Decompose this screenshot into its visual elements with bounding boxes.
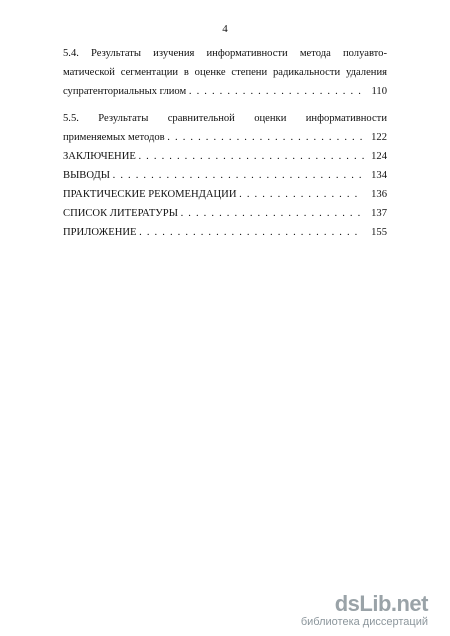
leader-dots: . . . . . . . . . . . . . . . . . . . . . . . . . . . . . [139, 227, 359, 238]
page-number: 4 [222, 23, 228, 35]
toc-entry-appendix[interactable] [63, 223, 387, 242]
toc-entry-recommendations-title: ПРАКТИЧЕСКИЕ РЕКОМЕНДАЦИИ [63, 189, 237, 200]
toc-entry-5-4-line-2: матической сегментации в оценке степени радикальности удаления [63, 67, 387, 78]
toc-entry-appendix-page: 155 [371, 227, 387, 238]
toc-entry-conclusion-page: 124 [371, 151, 387, 162]
toc-entry-references-page: 137 [371, 208, 387, 219]
toc-entry-5-5-page: 122 [371, 132, 387, 143]
toc-entry-recommendations[interactable] [63, 185, 387, 204]
dslib-watermark [301, 593, 428, 628]
toc-entry-findings-page: 134 [371, 170, 387, 181]
toc-entry-5-4-line-1: 5.4. Результаты изучения информативности метода полуавто- [63, 48, 387, 59]
dslib-logo: dsLib.net [334, 591, 428, 616]
toc-entry-conclusion-title: ЗАКЛЮЧЕНИЕ [63, 151, 136, 162]
leader-dots: . . . . . . . . . . . . . . . . . . . . . . . . [180, 208, 362, 219]
toc-entry-appendix-title: ПРИЛОЖЕНИЕ [63, 227, 137, 238]
toc-entry-5-4-title: супратенториальных глиом [63, 86, 187, 97]
toc-entry-findings[interactable] [63, 166, 387, 185]
toc-entry-references-title: СПИСОК ЛИТЕРАТУРЫ [63, 208, 178, 219]
leader-dots: . . . . . . . . . . . . . . . . . . . . . . . [188, 86, 363, 97]
toc-entry-references[interactable] [63, 204, 387, 223]
leader-dots: . . . . . . . . . . . . . . . . . . . . . . . . . . . . . . [138, 151, 366, 162]
toc-entry-recommendations-page: 136 [371, 189, 387, 200]
leader-dots: . . . . . . . . . . . . . . . . . . . . . . . . . . [167, 132, 364, 143]
toc-entry-findings-title: ВЫВОДЫ [63, 170, 110, 181]
leader-dots: . . . . . . . . . . . . . . . . [239, 189, 359, 200]
toc-entry-5-5-title: применяемых методов [63, 132, 165, 143]
toc-entry-5-4-page: 110 [371, 86, 387, 97]
toc-entry-5-5-line-1: 5.5. Результаты сравнительной оценки информативности [63, 113, 387, 124]
table-of-contents [63, 44, 387, 242]
leader-dots: . . . . . . . . . . . . . . . . . . . . . . . . . . . . . . . . . [112, 170, 363, 181]
dslib-subtitle: библиотека диссертаций [300, 616, 428, 628]
toc-entry-5-5-line-2[interactable] [63, 128, 387, 147]
toc-entry-conclusion[interactable] [63, 147, 387, 166]
toc-entry-5-4-line-3[interactable] [63, 82, 387, 101]
